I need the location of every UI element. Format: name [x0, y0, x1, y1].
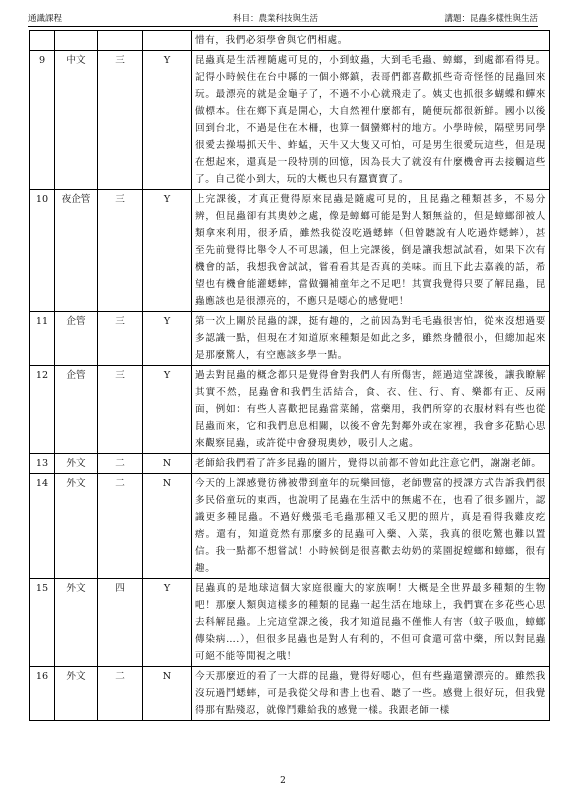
- table-row: [30, 31, 550, 51]
- yes-no-cell: N: [143, 474, 192, 579]
- table-row: [30, 474, 550, 579]
- feedback-text-cell: 昆蟲真的是地球這個大家庭很龐大的家族啊！大概是全世界最多種類的生物吧！那麼人類與這樣多的種類的昆蟲一起生活在地球上，我們實在多花些心思去科解昆蟲。上完這堂課之後，我才知道昆蟲不僅惟人有害（蚊子吸血，蟑螂傳染病….），但很多昆蟲也是對人有利的，不但可食還可當中藥，所以對昆蟲可絕不能等閒視之哦！: [192, 579, 550, 667]
- feedback-text-cell: 老師給我們看了許多昆蟲的圖片，覺得以前都不曾如此注意它們，謝謝老師。: [192, 454, 550, 474]
- grade-cell: [98, 31, 143, 51]
- row-number: 13: [30, 454, 55, 474]
- student-feedback-table: [29, 30, 550, 721]
- grade-cell: 三: [98, 190, 143, 312]
- row-number: 14: [30, 474, 55, 579]
- table-row: [30, 667, 550, 721]
- header-course-type: 通識課程: [28, 14, 63, 24]
- department-cell: 企管: [55, 366, 98, 454]
- grade-cell: 二: [98, 454, 143, 474]
- page-header: [28, 12, 538, 26]
- header-divider: [28, 26, 538, 27]
- department-cell: 外文: [55, 454, 98, 474]
- department-cell: 夜企管: [55, 190, 98, 312]
- row-number: 16: [30, 667, 55, 721]
- feedback-text-cell: 惜有，我們必須學會與它們相處。: [192, 31, 550, 51]
- page-number: 2: [280, 776, 286, 786]
- header-topic: 講題：昆蟲多樣性與生活: [444, 14, 538, 24]
- table-row: [30, 579, 550, 667]
- department-cell: 企管: [55, 312, 98, 366]
- header-subject: 科目：農業科技與生活: [233, 14, 319, 24]
- yes-no-cell: N: [143, 667, 192, 721]
- grade-cell: 二: [98, 667, 143, 721]
- row-number: 15: [30, 579, 55, 667]
- feedback-text-cell: 上完課後，才真正覺得原來昆蟲是隨處可見的，且昆蟲之種類甚多，不易分辨，但昆蟲卻有其奧妙之處，像是蟑螂可能是對人類無益的，但是蟑螂卻被人類拿來利用，很矛盾，雖然我從沒吃過蟋蟀（但曾聽說有人吃過炸蟋蟀），甚至先前覺得比舉令人不可思議，但上完課後，倒是讓我想試試看，如果下次有機會的話，我想我會試試，嘗看看其是否真的美味。而且下此去嘉義的話，希望也有機會能灌蟋蟀，當做彌補童年之不足吧！其實我覺得只要了解昆蟲，昆蟲應該也是很漂亮的，不應只是噁心的感覺吧！: [192, 190, 550, 312]
- grade-cell: 三: [98, 366, 143, 454]
- department-cell: [55, 31, 98, 51]
- yes-no-cell: Y: [143, 51, 192, 190]
- feedback-text-cell: 今天那麼近的看了一大群的昆蟲，覺得好噁心，但有些蟲還蠻漂亮的。雖然我沒玩過鬥蟋蟀，可是我從父母和書上也看、聽了一些。感覺上很好玩，但我覺得那有點殘忍，就像鬥雞給我的感覺一樣。我跟老師一樣: [192, 667, 550, 721]
- department-cell: 中文: [55, 51, 98, 190]
- row-number: 10: [30, 190, 55, 312]
- feedback-text-cell: 過去對昆蟲的概念都只是覺得會對我們人有所傷害，經過這堂課後，讓我瞭解其實不然，昆蟲會和我們生活結合，食、衣、住、行、育、樂都有正、反兩面，例如：有些人喜歡把昆蟲當菜餚，當藥用，我們所穿的衣服材料有些也從昆蟲而來，它和我們息息相關，以後不會先對鄰外或在家裡，我會多花點心思來觀察昆蟲，或許從中會發現奧妙，吸引人之處。: [192, 366, 550, 454]
- table-row: [30, 312, 550, 366]
- feedback-text-cell: 第一次上關於昆蟲的課，挺有趣的，之前因為對毛毛蟲很害怕，從來沒想過要多認識一點，但現在才知道原來種類是如此之多，雖然身體很小，但總加起來是那麼驚人，有空應該多學一點。: [192, 312, 550, 366]
- row-number: [30, 31, 55, 51]
- table-row: [30, 454, 550, 474]
- feedback-text-cell: 今天的上課感覺彷彿被帶到童年的玩樂回憶，老師豐富的授課方式告訴我們很多民俗童玩的東西，也說明了昆蟲在生活中的無處不在，也看了很多圖片，認識更多種昆蟲。不過好幾張毛毛蟲那種又毛又肥的照片，真是看得我雞皮疙瘩。還有，知道竟然有那麼多的昆蟲可入藥、入菜，我真的很吃驚也難以置信。我一點都不想嘗試！小時候倒是很喜歡去幼奶的菜園捉螳螂和蟑螂，很有趣。: [192, 474, 550, 579]
- grade-cell: 四: [98, 579, 143, 667]
- yes-no-cell: Y: [143, 579, 192, 667]
- grade-cell: 二: [98, 474, 143, 579]
- department-cell: 外文: [55, 579, 98, 667]
- row-number: 9: [30, 51, 55, 190]
- yes-no-cell: Y: [143, 366, 192, 454]
- table-row: [30, 190, 550, 312]
- department-cell: 外文: [55, 474, 98, 579]
- yes-no-cell: Y: [143, 312, 192, 366]
- department-cell: 外文: [55, 667, 98, 721]
- yes-no-cell: [143, 31, 192, 51]
- grade-cell: 三: [98, 51, 143, 190]
- row-number: 12: [30, 366, 55, 454]
- table-row: [30, 51, 550, 190]
- table-row: [30, 366, 550, 454]
- yes-no-cell: Y: [143, 190, 192, 312]
- feedback-text-cell: 昆蟲真是生活裡隨處可見的，小到蚊蟲，大到毛毛蟲、蟑螂，到處都看得見。記得小時候住在台中縣的一個小鄉鎮，表哥們都喜歡抓些奇奇怪怪的昆蟲回來玩。最漂亮的就是金龜子了，不過不小心就飛走了。姨丈也抓很多蝴蝶和蟬來做標本。住在鄉下真是開心，大自然裡什麼都有，隨便玩都很新鮮。國小以後回到台北，不過是住在木柵，也算一個蠻鄉村的地方。小學時候，隔壁男同學很愛去操場抓天牛、蚱蜢，天牛又大隻又可怕，可是男生很愛玩這些，但是現在想起來，還真是一段特別的回憶，因為長大了就沒有什麼機會再去接觸這些了。自己從小到大，玩的大概也只有蠶寶寶了。: [192, 51, 550, 190]
- yes-no-cell: N: [143, 454, 192, 474]
- grade-cell: 三: [98, 312, 143, 366]
- row-number: 11: [30, 312, 55, 366]
